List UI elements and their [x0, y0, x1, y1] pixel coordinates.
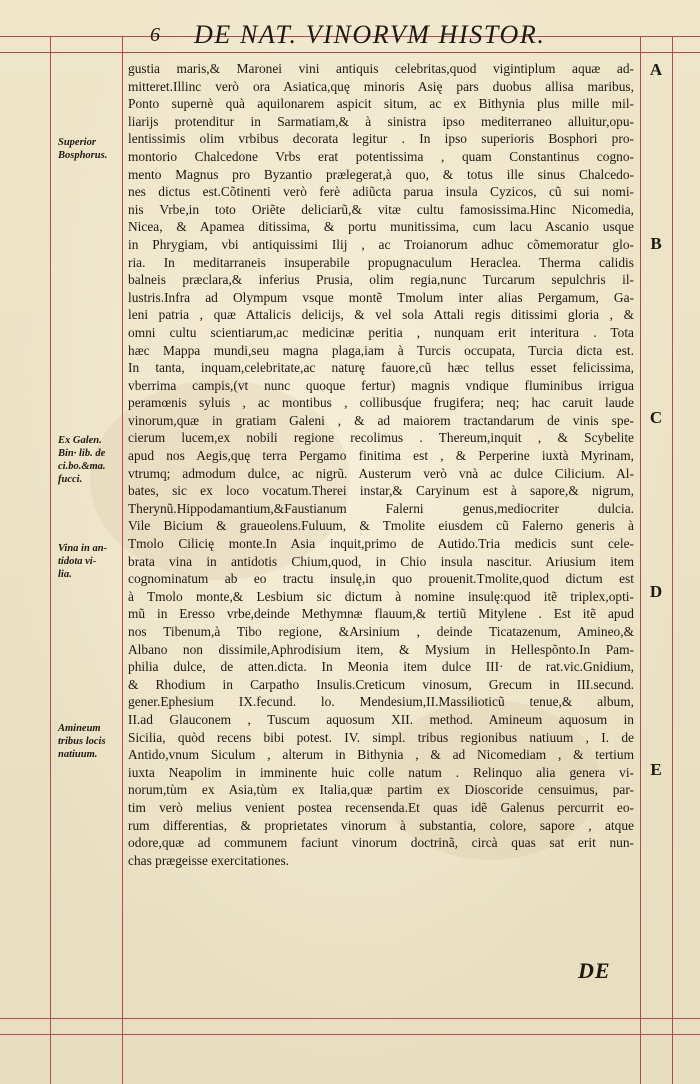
- body-line: iuxta Neapolim in imminente huic colle natum . Relinquo alia genera vi-: [128, 764, 634, 780]
- body-line: vinorum,quæ in gratiam Galeni , & ad maiorem tractandarum de vinis spe-: [128, 412, 634, 428]
- body-line: nos Tibenum,à Tibo regione, &Arsinium , deinde Ticatazenum, Amineo,&: [128, 624, 634, 639]
- body-line: bates, sic ex loco vocatum.Therei instar,& Caryinum est à sapore,& nigrum,: [128, 483, 634, 499]
- body-line: gustia maris,& Maronei vini antiquis celebritas,quod vigintiplum aquæ ad-: [128, 61, 634, 76]
- body-line: Antido,vnum Siculum , alterum in Bithynia , & ad Nicomediam , & tertium: [128, 747, 634, 763]
- margin-note: [58, 722, 124, 761]
- running-title: DE NAT. VINORVM HISTOR.: [194, 20, 546, 49]
- body-line: peramœnis syluis , ac montibus , collibusq́ue frugifera; neq; hac caruit laude: [128, 395, 634, 411]
- body-line: cognominatum ab eo tractu insulę,in quo prouenit.Tmolite,quod dictum est: [128, 571, 634, 587]
- body-line: & Rhodium in Carpatho Insulis.Creticum vinosum, Grecum in III.secund.: [128, 676, 634, 692]
- body-line: In tanta, inquam,celebritate,ac naturę fauore,cũ hæc tellus esset felicissima,: [128, 360, 634, 376]
- margin-note-line: Superior: [58, 137, 96, 148]
- body-line: mitteret.Illinc verò ora Asiatica,quę minoris Asię pars duobus allisa maribus,: [128, 78, 634, 94]
- margin-note-line: natiuum.: [58, 749, 98, 760]
- margin-note-line: ci.bo.&ma.: [58, 461, 106, 472]
- body-line: II.ad Glauconem , Tuscum aquosum XII. method. Amineum aquosum in: [128, 711, 634, 727]
- body-line: gener.Ephesium IX.fecund. lo. Mendesium,II.Massilioticũ tenue,& album,: [128, 694, 634, 710]
- body-line: tim verò melius venient postea recensenda.Et quas idẽ Galenus percurrit eo-: [128, 799, 634, 815]
- body-line: nes dictus est.Cõtinenti verò ferè adiũcta parua insula Cyzicos, cũ sui nomi-: [128, 184, 634, 200]
- body-line: balneis præclara,& inferius Prusia, olim regia,nunc Turcarum sepulchris il-: [128, 272, 634, 288]
- body-line: lustris.Infra ad Olympum vsque montẽ Tmolum inter alias Pergamum, Ga-: [128, 289, 634, 305]
- body-line: Therynũ.Hippodamantium,&Faustianum Falerni genus,mediocriter dulcia.: [128, 500, 634, 516]
- margin-note-line: Bin· lib. de: [58, 448, 106, 459]
- body-line: Albano non dissimile,Aphrodisium item, & Mysium in Hellespõnto.In Pam-: [128, 641, 634, 657]
- main-text-block: [128, 60, 634, 869]
- section-letter-c: C: [649, 408, 663, 427]
- margin-note-line: Bosphorus.: [58, 150, 108, 161]
- body-line: in Phrygiam, vbi antiquissimi Ilij , ac Troianorum adhuc cõmemoratur glo-: [128, 236, 634, 252]
- body-line: rum differentias, & proprietates vinorum à substantia, colore, sapore , atque: [128, 817, 634, 833]
- body-line: chas prægeisse exercitationes.: [128, 852, 290, 868]
- right-outer-red-rule: [672, 36, 673, 1084]
- body-line: Tmolo Cilicię monte.In Asia inquit,primo de Autido.Tria medicis sunt cele-: [128, 536, 634, 552]
- body-line: mũ in Eresso vrbe,deinde Methymnæ flauum,& tertiũ Mitylene . Est itẽ apud: [128, 606, 634, 622]
- body-line: norum,tùm ex Asia,tùm ex Italia,quæ partim ex Dioscoride censuimus, par-: [128, 782, 634, 798]
- margin-note-line: Vina in an-: [58, 543, 108, 554]
- margin-note: [58, 136, 124, 162]
- margin-note: [58, 542, 124, 581]
- body-line: mento Magnus pro Byzantio prælegerat,à quo, & totus ille sinus Chalcedo-: [128, 166, 634, 182]
- body-line: brata vina in antidotis Chium,quod, in Chio insula nascitur. Ariusium item: [128, 553, 634, 569]
- body-line: hæc Mappa mundi,seu magna plaga,iam à Turcis occupata, Turcia dicta est.: [128, 342, 634, 358]
- body-line: montorio Chalcedone Vrbs erat potentissima , quam Constantinus cogno-: [128, 148, 634, 164]
- right-inner-red-rule: [640, 36, 641, 1084]
- margin-note-line: fucci.: [58, 474, 83, 485]
- body-line: apud nos Aegis,quę terra Pergamo finitima est , & Perperine iuxtà Myrinam,: [128, 448, 634, 464]
- margin-notes: [0, 0, 122, 1084]
- section-letter-a: A: [649, 60, 663, 79]
- body-line: Nicea, & Apamea ditissima, & portu munitissima, cum lacu Ascanio usque: [128, 219, 634, 235]
- section-letter-d: D: [649, 582, 663, 601]
- body-line: ria. In meditarraneis insuperabile propugnaculum Heraclea. Therma calidis: [128, 254, 634, 270]
- section-letter-b: B: [650, 234, 662, 253]
- margin-note-line: tribus locis: [58, 736, 106, 747]
- margin-note-line: Ex Galen.: [58, 435, 102, 446]
- body-line: leni patria , quæ Attalicis delicijs, & vel sola Attali regis ditissimi gloria , &: [128, 307, 634, 323]
- margin-note-line: tidota vi-: [58, 556, 97, 567]
- page-number: 6: [150, 24, 161, 46]
- body-line: nis Vrbe,in toto Oriẽte deliciarũ,& vitæ cultu famosissima.Hinc Nicomedia,: [128, 201, 634, 217]
- body-line: cierum lucem,ex nobili regione recolimus . Thereum,inquit , & Scybelite: [128, 430, 634, 446]
- body-line: à Tmolo monte,& Lesbium sic dictum à nomine insulę:quod itẽ triplex,opti-: [128, 588, 634, 604]
- body-line: philia dulce, de atten.dicta. In Meonia item dulce III· de rat.vic.Gnidium,: [128, 659, 634, 675]
- body-line: vtrumq; admodum dulce, ac nigrũ. Austerum verò vnà ac dulce Cilicium. Al-: [128, 465, 634, 481]
- body-line: odore,quæ ad communem faciunt vinorum doctrinã, circà quas sat erit nun-: [128, 835, 634, 851]
- margin-note: [58, 434, 124, 486]
- margin-note-line: lia.: [58, 569, 72, 580]
- section-letter-e: E: [650, 760, 662, 779]
- body-line: Sicilia, quòd recens bibi potest. IV. simpl. tribus regionibus natiuum , I. de: [128, 729, 634, 745]
- body-line: liarijs protenditur in Sarmatiam,& à sinistra ipso mediterraneo alluitur,opu-: [128, 113, 634, 129]
- margin-note-line: Amineum: [58, 723, 101, 734]
- page-header: [150, 20, 630, 50]
- body-line: lentissimis olim vrbibus decorata legitur . In ipso superioris Bosphori pro-: [128, 131, 634, 147]
- body-line: vberrima campis,(vt nunc quoque fertur) magnis vndique fluminibus irrigua: [128, 377, 634, 393]
- catchword: DE: [578, 958, 611, 983]
- body-line: Ponto supernè quà aquilonarem aspicit situm, ac ex Bithynia plus mille mil-: [128, 96, 634, 112]
- body-line: Vile Bicium & graueolens.Fuluum, & Tmolite eiusdem cũ Falerno generis à: [128, 518, 634, 534]
- body-line: omni cultu scientiarum,ac medicinæ peritia , nunquam erit interitura . Tota: [128, 324, 634, 340]
